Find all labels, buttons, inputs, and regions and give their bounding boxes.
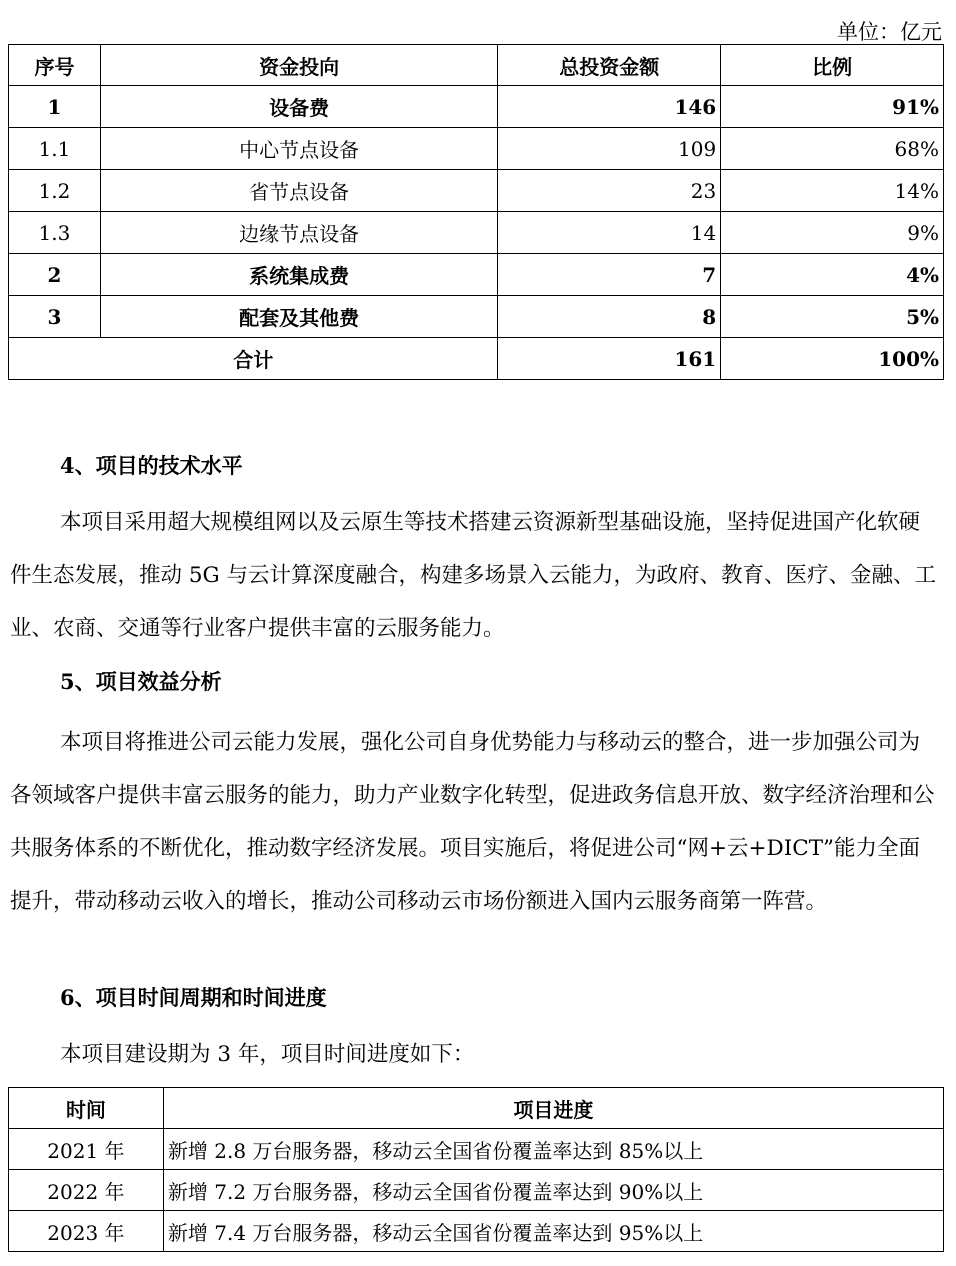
table-header-row — [9, 1088, 944, 1129]
row-item: 省节点设备 — [100, 170, 498, 212]
row-year: 2022 年 — [9, 1170, 164, 1211]
header-progress: 项目进度 — [163, 1088, 943, 1129]
row-no: 1 — [9, 86, 101, 128]
table-row — [9, 1129, 944, 1170]
row-progress: 新增 7.4 万台服务器，移动云全国省份覆盖率达到 95%以上 — [163, 1211, 943, 1252]
section-6-text: 本项目建设期为 3 年，项目时间进度如下： — [60, 1042, 475, 1067]
section-5-heading: 5、项目效益分析 — [60, 669, 222, 694]
row-progress: 新增 7.2 万台服务器，移动云全国省份覆盖率达到 90%以上 — [163, 1170, 943, 1211]
section-4-heading: 4、项目的技术水平 — [60, 453, 243, 478]
table-row — [9, 296, 944, 338]
unit-label: 单位：亿元 — [837, 20, 942, 44]
total-amount: 161 — [498, 338, 721, 380]
row-item: 系统集成费 — [100, 254, 498, 296]
row-no: 1.3 — [9, 212, 101, 254]
row-year: 2021 年 — [9, 1129, 164, 1170]
row-item: 设备费 — [100, 86, 498, 128]
row-amount: 146 — [498, 86, 721, 128]
row-item: 中心节点设备 — [100, 128, 498, 170]
row-no: 3 — [9, 296, 101, 338]
total-ratio: 100% — [721, 338, 944, 380]
row-ratio: 5% — [721, 296, 944, 338]
row-amount: 8 — [498, 296, 721, 338]
row-no: 1.1 — [9, 128, 101, 170]
row-progress: 新增 2.8 万台服务器，移动云全国省份覆盖率达到 85%以上 — [163, 1129, 943, 1170]
row-item: 边缘节点设备 — [100, 212, 498, 254]
row-amount: 109 — [498, 128, 721, 170]
row-no: 2 — [9, 254, 101, 296]
total-row — [9, 338, 944, 380]
row-ratio: 9% — [721, 212, 944, 254]
table-row — [9, 212, 944, 254]
header-ratio: 比例 — [721, 45, 944, 86]
table-header-row — [9, 45, 944, 86]
row-amount: 23 — [498, 170, 721, 212]
table-row — [9, 86, 944, 128]
schedule-table — [8, 1087, 944, 1252]
section-6-heading: 6、项目时间周期和时间进度 — [60, 985, 327, 1010]
table-row — [9, 1211, 944, 1252]
table-row — [9, 1170, 944, 1211]
section-6-body — [10, 1028, 940, 1081]
section-4-text: 本项目采用超大规模组网以及云原生等技术搭建云资源新型基础设施，坚持促进国产化软硬件生态发展，推动 5G 与云计算深度融合，构建多场景入云能力，为政府、教育、医疗、金融、工业、农商、交通等行业客户提供丰富的云服务能力。 — [10, 510, 937, 641]
row-no: 1.2 — [9, 170, 101, 212]
row-year: 2023 年 — [9, 1211, 164, 1252]
table-row — [9, 128, 944, 170]
section-5-text: 本项目将推进公司云能力发展，强化公司自身优势能力与移动云的整合，进一步加强公司为各领域客户提供丰富云服务的能力，助力产业数字化转型，促进政务信息开放、数字经济治理和公共服务体系的不断优化，推动数字经济发展。项目实施后，将促进公司“网+云+DICT”能力全面提升，带动移动云收入的增长，推动公司移动云市场份额进入国内云服务商第一阵营。 — [10, 730, 935, 914]
row-ratio: 68% — [721, 128, 944, 170]
section-4-body — [10, 496, 940, 655]
row-amount: 7 — [498, 254, 721, 296]
section-5-body — [10, 716, 940, 928]
header-amount: 总投资金额 — [498, 45, 721, 86]
row-ratio: 4% — [721, 254, 944, 296]
investment-table — [8, 44, 944, 380]
header-no: 序号 — [9, 45, 101, 86]
row-item: 配套及其他费 — [100, 296, 498, 338]
header-item: 资金投向 — [100, 45, 498, 86]
row-ratio: 14% — [721, 170, 944, 212]
row-ratio: 91% — [721, 86, 944, 128]
table-row — [9, 170, 944, 212]
header-time: 时间 — [9, 1088, 164, 1129]
total-label: 合计 — [9, 338, 498, 380]
table-row — [9, 254, 944, 296]
row-amount: 14 — [498, 212, 721, 254]
